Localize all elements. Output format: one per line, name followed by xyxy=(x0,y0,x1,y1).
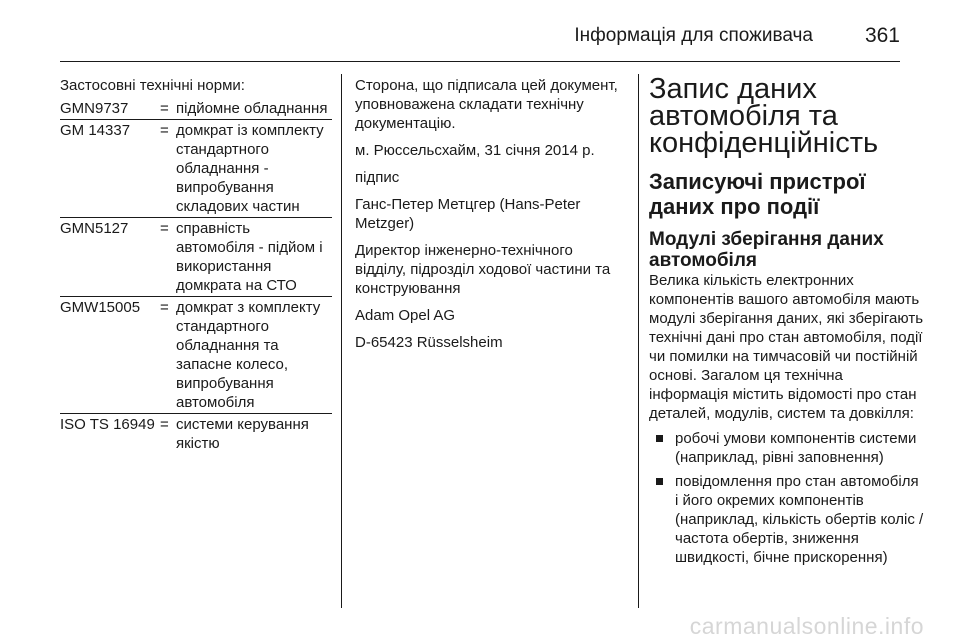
topic-heading: Модулі зберігання даних автомобіля xyxy=(649,229,884,271)
norm-description: підйомне обладнання xyxy=(176,100,328,117)
norm-description: системи керування якістю xyxy=(176,416,309,452)
column-divider-2 xyxy=(638,74,639,608)
norm-separator: = xyxy=(160,122,169,139)
declaration-signatory: Ганс-Петер Метцгер (Hans-Peter Metzger) xyxy=(355,196,581,232)
column-declaration xyxy=(355,76,625,360)
header-title: Інформація для споживача xyxy=(574,25,813,46)
norm-code: GM 14337 xyxy=(60,122,131,139)
standards-table xyxy=(60,99,332,454)
declaration-company: Adam Opel AG xyxy=(355,307,456,324)
header-rule xyxy=(60,61,900,62)
section-heading: Запис даних автомобіля та конфіденційність xyxy=(649,73,879,159)
watermark: carmanualsonline.info xyxy=(689,613,924,639)
column-divider-1 xyxy=(341,74,342,608)
column-standards xyxy=(60,76,332,455)
norm-code: GMW15005 xyxy=(60,299,141,316)
norm-description: домкрат з комплекту стандартного обладнання та запасне колесо, випробування автомобіля xyxy=(176,299,321,411)
bullet-list xyxy=(649,429,925,567)
page-header xyxy=(60,16,900,56)
norm-separator: = xyxy=(160,100,169,117)
table-row xyxy=(60,219,332,297)
column-data-recording xyxy=(649,73,925,572)
standards-intro: Застосовні технічні норми: xyxy=(60,77,245,94)
table-row xyxy=(60,415,332,454)
table-row xyxy=(60,99,332,120)
declaration-position: Директор інженерно-технічного відділу, підрозділ ходової частини та конструювання xyxy=(355,242,611,297)
table-row xyxy=(60,121,332,218)
body-paragraph: Велика кількість електронних компонентів вашого автомобіля мають модулі зберігання даних, які зберігають технічні дані про стан автомобіля, події чи помилки на тимчасовій чи постійній основі. Загалом ця технічна інформація містить відомості про стан деталей, модулів, систем та довкілля: xyxy=(649,272,924,422)
norm-separator: = xyxy=(160,299,169,316)
declaration-address: D-65423 Rüsselsheim xyxy=(355,334,503,351)
table-row xyxy=(60,298,332,414)
page-number: 361 xyxy=(864,24,900,47)
norm-code: GMN5127 xyxy=(60,220,129,237)
declaration-signature: підпис xyxy=(355,169,400,186)
subsection-heading: Записуючі пристрої даних про події xyxy=(649,169,866,219)
norm-separator: = xyxy=(160,220,169,237)
norm-code: GMN9737 xyxy=(60,100,129,117)
list-item: робочі умови компонентів системи (наприклад, рівні заповнення) xyxy=(649,429,925,467)
norm-description: справність автомобіля - підйом і використання домкрата на СТО xyxy=(176,220,323,294)
norm-separator: = xyxy=(160,416,169,433)
norm-description: домкрат із комплекту стандартного обладнання - випробування складових частин xyxy=(176,122,324,215)
declaration-authority: Сторона, що підписала цей документ, уповноважена складати технічну документацію. xyxy=(355,77,618,132)
list-item: повідомлення про стан автомобіля і його окремих компонентів (наприклад, кількість обертів коліс / частота обертів, зниження швидкості, бічне прискорення) xyxy=(649,472,925,567)
norm-code: ISO TS 16949 xyxy=(60,416,155,433)
declaration-place-date: м. Рюссельсхайм, 31 січня 2014 р. xyxy=(355,142,595,159)
